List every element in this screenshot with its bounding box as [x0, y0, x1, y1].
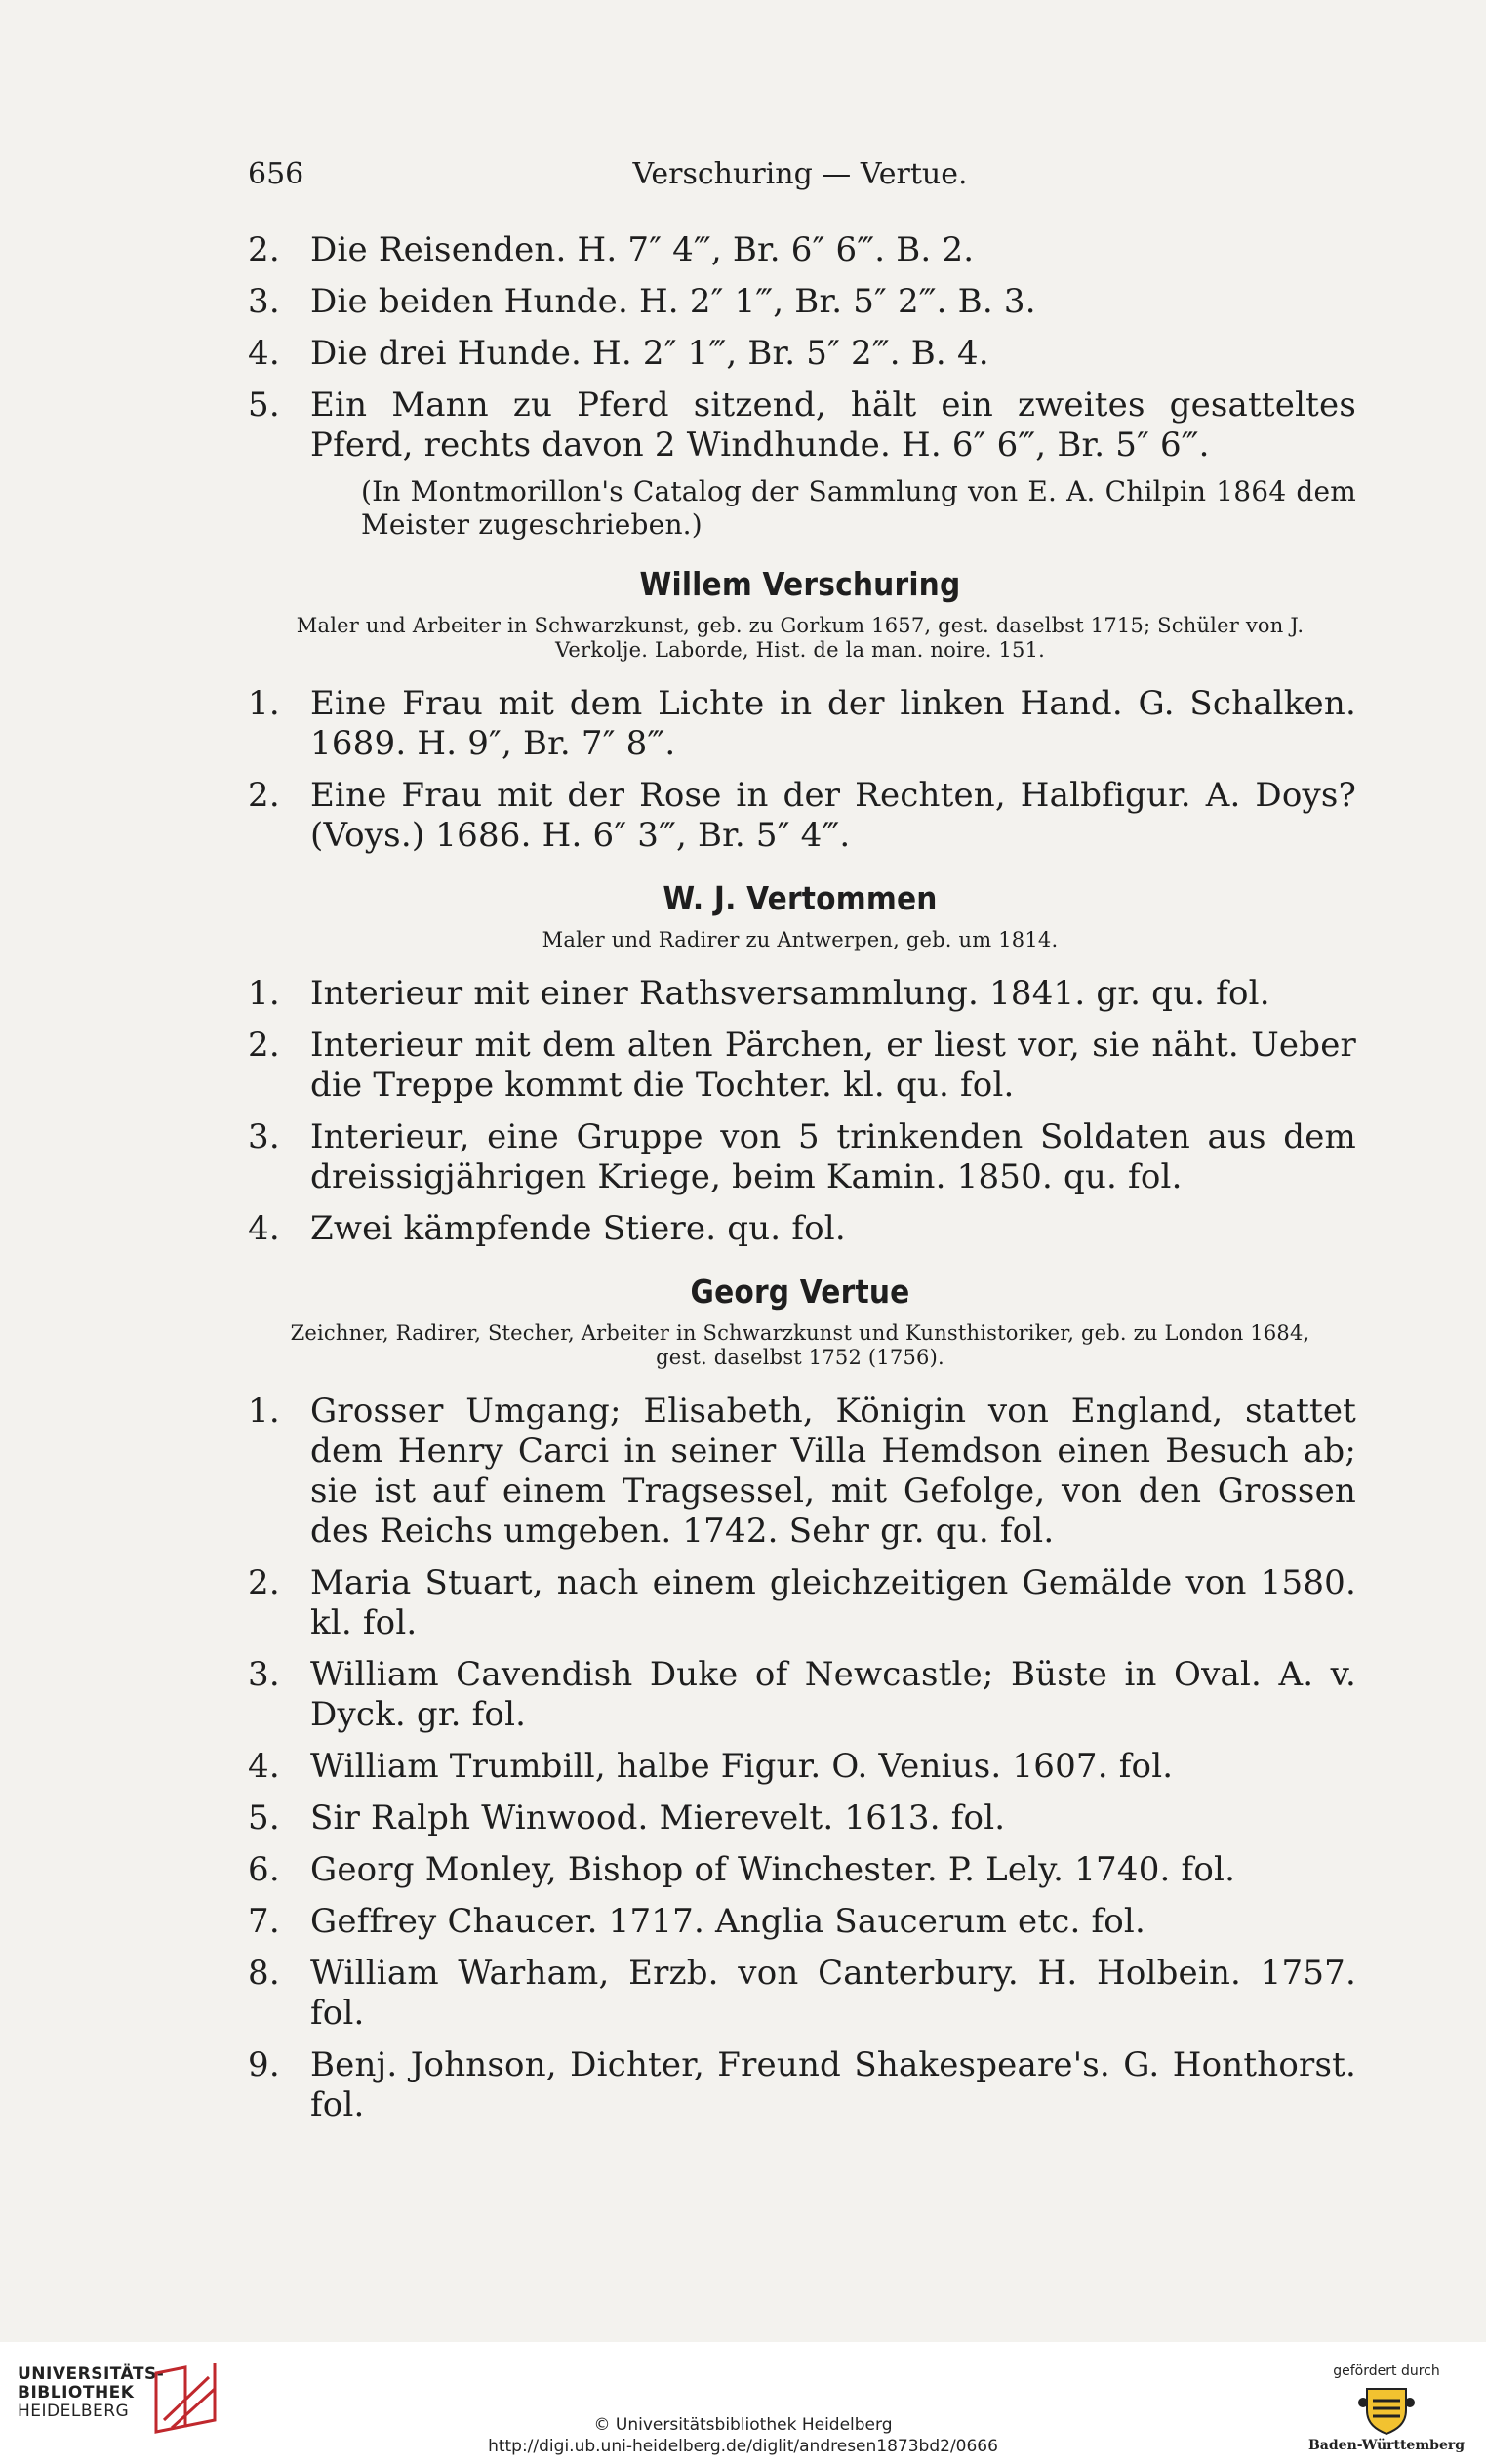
section-georg-vertue: [244, 1272, 1356, 2125]
running-title: Verschuring — Vertue.: [632, 157, 968, 191]
catalog-note: (In Montmorillon's Catalog der Sammlung von E. A. Chilpin 1864 dem Meister zugeschrieben.): [361, 475, 1356, 541]
library-line-1: UNIVERSITÄTS-: [18, 2364, 165, 2384]
catalog-entry: 3. William Cavendish Duke of Newcastle; Büste in Oval. A. v. Dyck. gr. fol.: [248, 1655, 1356, 1734]
catalog-entry: 8. William Warham, Erzb. von Canterbury. H. Holbein. 1757. fol.: [248, 1954, 1356, 2033]
catalog-entry: 1. Grosser Umgang; Elisabeth, Königin von England, stattet dem Henry Carci in seiner Villa Hemdson einen Besuch ab; sie ist auf einem Tragsessel, mit Gefolge, von den Grossen des Reichs umgeben. 1742. Sehr gr. qu. fol.: [248, 1392, 1356, 1551]
catalog-entry: 2. Die Reisenden. H. 7″ 4‴, Br. 6″ 6‴. B. 2.: [248, 230, 975, 269]
state-coat-of-arms-icon: [1357, 2383, 1416, 2436]
catalog-entry: 2. Eine Frau mit der Rose in der Rechten, Halbfigur. A. Doys? (Voys.) 1686. H. 6″ 3‴, Br. 5″ 4‴.: [248, 776, 1356, 855]
catalog-entry: 5. Sir Ralph Winwood. Mierevelt. 1613. fol.: [248, 1798, 1006, 1838]
sponsor-name: Baden-Württemberg: [1307, 2438, 1466, 2453]
catalog-entry: 3. Interieur, eine Gruppe von 5 trinkenden Soldaten aus dem dreissigjährigen Kriege, beim Kamin. 1850. qu. fol.: [248, 1117, 1356, 1196]
artist-bio: Maler und Arbeiter in Schwarzkunst, geb. zu Gorkum 1657, gest. daselbst 1715; Schüler von J. Verkolje. Laborde, Hist. de la man. noire. 151.: [296, 614, 1305, 662]
section-continuation: [244, 230, 1356, 542]
library-line-2: BIBLIOTHEK: [18, 2383, 135, 2403]
catalog-entry: 1. Eine Frau mit dem Lichte in der linken Hand. G. Schalken. 1689. H. 9″, Br. 7″ 8‴.: [248, 684, 1356, 763]
sponsor-block: [1304, 2363, 1469, 2453]
artist-heading: Georg Vertue: [690, 1272, 910, 1311]
catalog-entry: 7. Geffrey Chaucer. 1717. Anglia Saucerum etc. fol.: [248, 1902, 1145, 1941]
catalog-entry: 9. Benj. Johnson, Dichter, Freund Shakespeare's. G. Honthorst. fol.: [248, 2045, 1356, 2124]
catalog-entry: 1. Interieur mit einer Rathsversammlung. 1841. gr. qu. fol.: [248, 974, 1270, 1013]
running-head: [244, 151, 1356, 200]
section-vertommen: [244, 879, 1356, 1249]
page-content: [244, 230, 1356, 2137]
sponsor-label: gefördert durch: [1333, 2363, 1440, 2379]
catalog-entry: 5. Ein Mann zu Pferd sitzend, hält ein zweites gesatteltes Pferd, rechts davon 2 Windhunde. H. 6″ 6‴, Br. 5″ 6‴.: [248, 385, 1356, 465]
catalog-entry: 4. William Trumbill, halbe Figur. O. Venius. 1607. fol.: [248, 1747, 1174, 1786]
library-line-3: HEIDELBERG: [18, 2402, 130, 2421]
page-number: 656: [248, 157, 304, 191]
section-willem-verschuring: [244, 565, 1356, 856]
artist-heading: W. J. Vertommen: [663, 879, 938, 917]
source-url[interactable]: http://digi.ub.uni-heidelberg.de/diglit/andresen1873bd2/0666: [488, 2437, 998, 2456]
catalog-entry: 2. Maria Stuart, nach einem gleichzeitigen Gemälde von 1580. kl. fol.: [248, 1563, 1356, 1642]
credit-block: [0, 2414, 1486, 2457]
artist-bio: Zeichner, Radirer, Stecher, Arbeiter in Schwarzkunst und Kunsthistoriker, geb. zu London 1684, gest. daselbst 1752 (1756).: [290, 1321, 1310, 1369]
catalog-entry: 3. Die beiden Hunde. H. 2″ 1‴, Br. 5″ 2‴. B. 3.: [248, 282, 1036, 321]
artist-heading: Willem Verschuring: [639, 565, 961, 603]
catalog-entry: 2. Interieur mit dem alten Pärchen, er liest vor, sie näht. Ueber die Treppe kommt die Tochter. kl. qu. fol.: [248, 1026, 1356, 1105]
catalog-entry: 6. Georg Monley, Bishop of Winchester. P. Lely. 1740. fol.: [248, 1850, 1236, 1889]
catalog-entry: 4. Zwei kämpfende Stiere. qu. fol.: [248, 1209, 846, 1248]
copyright-text: © Universitätsbibliothek Heidelberg: [593, 2415, 893, 2435]
catalog-entry: 4. Die drei Hunde. H. 2″ 1‴, Br. 5″ 2‴. B. 4.: [248, 334, 989, 373]
artist-bio: Maler und Radirer zu Antwerpen, geb. um 1814.: [542, 928, 1059, 951]
